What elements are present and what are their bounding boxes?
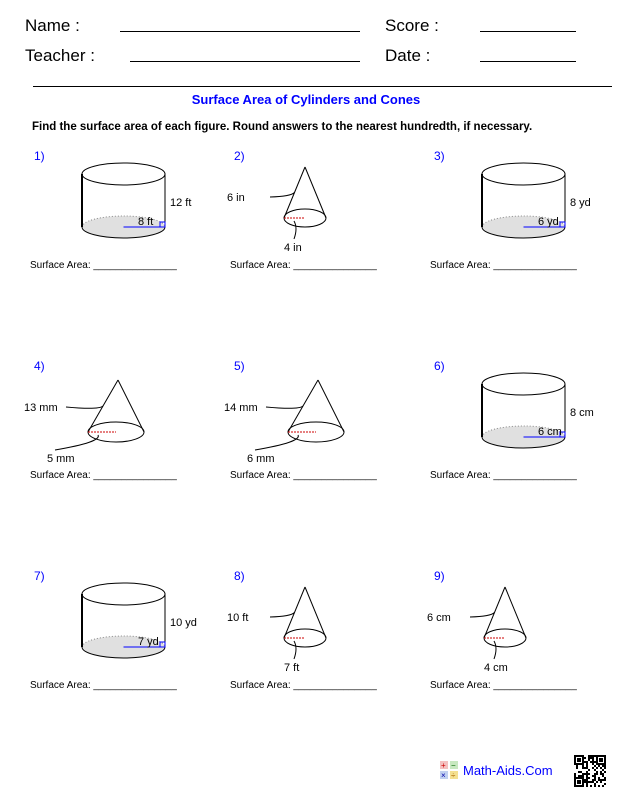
surface-area-answer[interactable]: Surface Area: _______________ xyxy=(230,260,377,271)
problem-number: 4) xyxy=(34,359,45,373)
radius-label: 8 ft xyxy=(138,216,154,228)
cone-figure xyxy=(24,355,230,470)
score-field[interactable] xyxy=(480,31,576,32)
slant-label: 6 in xyxy=(227,192,245,204)
radius-label: 7 yd xyxy=(138,636,159,648)
teacher-field[interactable] xyxy=(130,61,360,62)
radius-label: 4 cm xyxy=(484,662,508,674)
problem-number: 7) xyxy=(34,569,45,583)
surface-area-answer[interactable]: Surface Area: _______________ xyxy=(230,680,377,691)
problem-3 xyxy=(430,145,630,280)
problem-number: 1) xyxy=(34,149,45,163)
brand-name[interactable]: Math-Aids.Com xyxy=(463,762,553,778)
radius-arrow xyxy=(494,641,496,659)
svg-text:÷: ÷ xyxy=(451,771,456,780)
cylinder-top xyxy=(82,163,165,185)
radius-label: 6 mm xyxy=(247,453,275,465)
surface-area-answer[interactable]: Surface Area: _______________ xyxy=(30,260,177,271)
cone-figure xyxy=(224,355,430,470)
cylinder-figure xyxy=(430,145,630,260)
slant-label: 14 mm xyxy=(224,402,258,414)
problem-8 xyxy=(227,565,430,700)
problem-number: 5) xyxy=(234,359,245,373)
problem-number: 9) xyxy=(434,569,445,583)
cylinder-top xyxy=(482,163,565,185)
cylinder-top xyxy=(82,583,165,605)
slant-label: 10 ft xyxy=(227,612,249,624)
brand-logo xyxy=(440,761,553,779)
problem-number: 8) xyxy=(234,569,245,583)
height-label: 8 yd xyxy=(570,197,591,209)
problem-number: 6) xyxy=(434,359,445,373)
svg-text:×: × xyxy=(441,771,446,780)
slant-label: 13 mm xyxy=(24,402,58,414)
cylinder-top xyxy=(482,373,565,395)
cone-figure xyxy=(427,565,630,680)
slant-label: 6 cm xyxy=(427,612,451,624)
surface-area-answer[interactable]: Surface Area: _______________ xyxy=(430,260,577,271)
cylinder-figure xyxy=(430,355,630,470)
slant-arrow xyxy=(66,406,103,408)
problem-number: 3) xyxy=(434,149,445,163)
radius-label: 4 in xyxy=(284,242,302,254)
surface-area-answer[interactable]: Surface Area: _______________ xyxy=(30,470,177,481)
radius-label: 6 cm xyxy=(538,426,562,438)
height-label: 10 yd xyxy=(170,617,197,629)
slant-arrow xyxy=(266,406,303,408)
problem-number: 2) xyxy=(234,149,245,163)
name-label: Name : xyxy=(25,16,80,35)
radius-label: 7 ft xyxy=(284,662,300,674)
cylinder-figure xyxy=(30,565,230,680)
svg-text:−: − xyxy=(451,761,456,770)
calculator-icon xyxy=(440,761,458,779)
instructions: Find the surface area of each figure. Round answers to the nearest hundredth, if necessary. xyxy=(32,121,533,133)
divider xyxy=(33,86,612,87)
cylinder-figure xyxy=(30,145,230,260)
date-field[interactable] xyxy=(480,61,576,62)
slant-arrow xyxy=(270,193,295,198)
problem-7 xyxy=(30,565,230,700)
slant-arrow xyxy=(270,613,295,618)
qr-code-icon xyxy=(574,755,606,787)
problem-4 xyxy=(24,355,230,490)
problem-1 xyxy=(30,145,230,280)
surface-area-answer[interactable]: Surface Area: _______________ xyxy=(430,680,577,691)
problem-2 xyxy=(227,145,430,280)
svg-text:+: + xyxy=(441,761,446,770)
problem-9 xyxy=(427,565,630,700)
teacher-label: Teacher : xyxy=(25,46,95,65)
radius-label: 5 mm xyxy=(47,453,75,465)
radius-arrow xyxy=(294,221,296,239)
name-field[interactable] xyxy=(120,31,360,32)
slant-arrow xyxy=(470,613,495,618)
problem-5 xyxy=(224,355,430,490)
radius-label: 6 yd xyxy=(538,216,559,228)
worksheet-title: Surface Area of Cylinders and Cones xyxy=(191,92,421,107)
height-label: 8 cm xyxy=(570,407,594,419)
score-label: Score : xyxy=(385,16,439,35)
cone-figure xyxy=(227,145,430,260)
problem-6 xyxy=(430,355,630,490)
surface-area-answer[interactable]: Surface Area: _______________ xyxy=(230,470,377,481)
height-label: 12 ft xyxy=(170,197,192,209)
surface-area-answer[interactable]: Surface Area: _______________ xyxy=(430,470,577,481)
surface-area-answer[interactable]: Surface Area: _______________ xyxy=(30,680,177,691)
radius-arrow xyxy=(294,641,296,659)
cone-figure xyxy=(227,565,430,680)
date-label: Date : xyxy=(385,46,431,65)
